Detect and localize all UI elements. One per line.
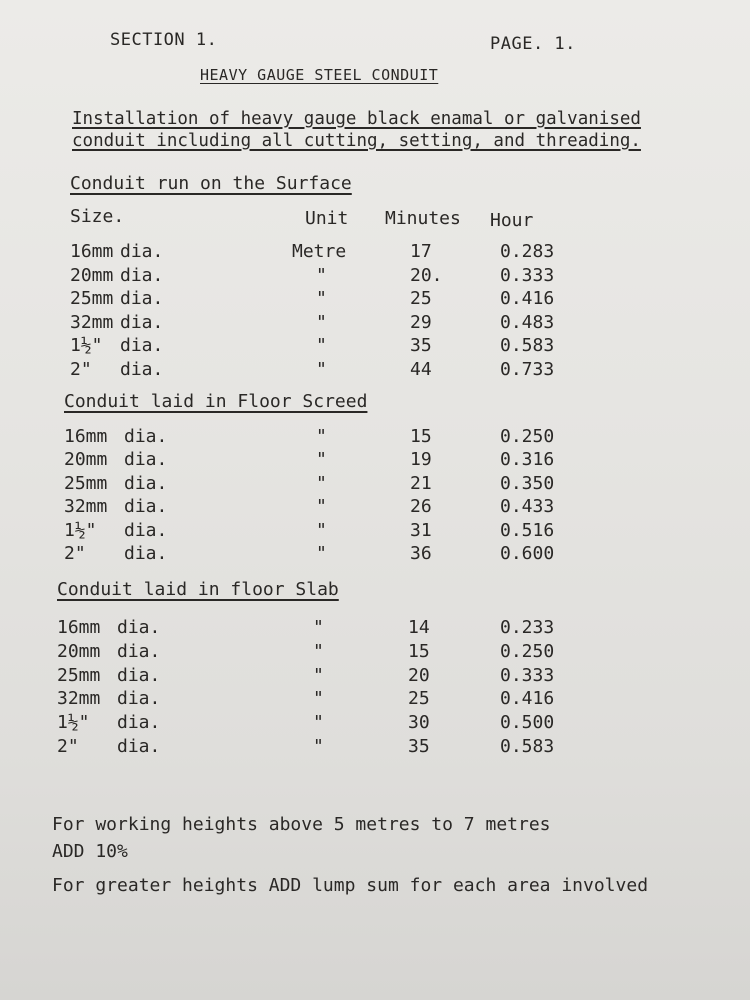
unit-cell: " <box>313 712 324 733</box>
section-heading-floor-slab: Conduit laid in floor Slab <box>57 579 339 600</box>
unit-cell: " <box>316 288 327 309</box>
unit-cell: " <box>316 520 327 541</box>
note-working-heights: For working heights above 5 metres to 7 metres <box>52 814 551 835</box>
note-add-percentage: ADD 10% <box>52 841 128 862</box>
minutes-cell: 15 <box>408 641 430 662</box>
section-number: SECTION 1. <box>110 30 218 50</box>
unit-cell: " <box>316 449 327 470</box>
minutes-cell: 25 <box>410 288 432 309</box>
size-cell: 2" <box>64 543 86 564</box>
size-cell: 20mm <box>57 641 101 662</box>
minutes-cell: 29 <box>410 312 432 333</box>
unit-cell: " <box>316 426 327 447</box>
minutes-cell: 15 <box>410 426 432 447</box>
size-cell: 20mm <box>70 265 114 286</box>
unit-cell: " <box>316 265 327 286</box>
hour-cell: 0.350 <box>500 473 555 494</box>
hour-cell: 0.416 <box>500 688 555 709</box>
size-cell: 2" <box>57 736 79 757</box>
minutes-cell: 21 <box>410 473 432 494</box>
unit-cell: " <box>316 473 327 494</box>
dia-cell: dia. <box>117 665 161 686</box>
hour-cell: 0.333 <box>500 665 555 686</box>
section-heading-floor-screed: Conduit laid in Floor Screed <box>64 391 368 412</box>
hour-cell: 0.483 <box>500 312 555 333</box>
column-header-minutes: Minutes <box>385 208 461 229</box>
dia-cell: dia. <box>120 335 164 356</box>
hour-cell: 0.500 <box>500 712 555 733</box>
minutes-cell: 35 <box>408 736 430 757</box>
unit-cell: " <box>316 496 327 517</box>
document-title: HEAVY GAUGE STEEL CONDUIT <box>200 66 439 84</box>
size-cell: 1½" <box>70 335 103 356</box>
dia-cell: dia. <box>120 288 164 309</box>
hour-cell: 0.516 <box>500 520 555 541</box>
minutes-cell: 20 <box>408 665 430 686</box>
dia-cell: dia. <box>120 359 164 380</box>
minutes-cell: 25 <box>408 688 430 709</box>
hour-cell: 0.583 <box>500 335 555 356</box>
minutes-cell: 26 <box>410 496 432 517</box>
hour-cell: 0.583 <box>500 736 555 757</box>
dia-cell: dia. <box>124 449 168 470</box>
minutes-cell: 30 <box>408 712 430 733</box>
size-cell: 2" <box>70 359 92 380</box>
intro-line-2: conduit including all cutting, setting, and threading. <box>72 131 641 151</box>
dia-cell: dia. <box>124 496 168 517</box>
size-cell: 25mm <box>64 473 108 494</box>
unit-cell: " <box>316 359 327 380</box>
size-cell: 1½" <box>64 520 97 541</box>
size-cell: 32mm <box>64 496 108 517</box>
hour-cell: 0.416 <box>500 288 555 309</box>
hour-cell: 0.600 <box>500 543 555 564</box>
dia-cell: dia. <box>117 712 161 733</box>
size-cell: 32mm <box>70 312 114 333</box>
size-cell: 25mm <box>70 288 114 309</box>
minutes-cell: 20. <box>410 265 443 286</box>
intro-paragraph <box>72 108 641 152</box>
minutes-cell: 14 <box>408 617 430 638</box>
unit-cell: " <box>313 736 324 757</box>
hour-cell: 0.733 <box>500 359 555 380</box>
hour-cell: 0.250 <box>500 426 555 447</box>
dia-cell: dia. <box>117 617 161 638</box>
hour-cell: 0.316 <box>500 449 555 470</box>
minutes-cell: 44 <box>410 359 432 380</box>
minutes-cell: 17 <box>410 241 432 262</box>
dia-cell: dia. <box>120 265 164 286</box>
size-cell: 32mm <box>57 688 101 709</box>
size-cell: 16mm <box>64 426 108 447</box>
dia-cell: dia. <box>120 241 164 262</box>
column-header-size: Size. <box>70 206 125 227</box>
dia-cell: dia. <box>124 473 168 494</box>
minutes-cell: 36 <box>410 543 432 564</box>
unit-cell: " <box>316 312 327 333</box>
minutes-cell: 19 <box>410 449 432 470</box>
column-header-hour: Hour <box>490 210 534 231</box>
unit-cell: " <box>313 641 324 662</box>
size-cell: 1½" <box>57 712 90 733</box>
page-number: PAGE. 1. <box>490 34 576 54</box>
dia-cell: dia. <box>117 736 161 757</box>
hour-cell: 0.233 <box>500 617 555 638</box>
dia-cell: dia. <box>117 641 161 662</box>
unit-cell: " <box>316 543 327 564</box>
minutes-cell: 31 <box>410 520 432 541</box>
dia-cell: dia. <box>120 312 164 333</box>
intro-line-1: Installation of heavy gauge black enamal or galvanised <box>72 109 641 129</box>
size-cell: 16mm <box>57 617 101 638</box>
dia-cell: dia. <box>124 543 168 564</box>
size-cell: 16mm <box>70 241 114 262</box>
hour-cell: 0.333 <box>500 265 555 286</box>
unit-cell: " <box>316 335 327 356</box>
section-heading-surface: Conduit run on the Surface <box>70 173 352 194</box>
hour-cell: 0.250 <box>500 641 555 662</box>
minutes-cell: 35 <box>410 335 432 356</box>
hour-cell: 0.433 <box>500 496 555 517</box>
dia-cell: dia. <box>117 688 161 709</box>
size-cell: 25mm <box>57 665 101 686</box>
column-header-unit: Unit <box>305 208 349 229</box>
hour-cell: 0.283 <box>500 241 555 262</box>
unit-cell: Metre <box>292 241 347 262</box>
note-greater-heights: For greater heights ADD lump sum for each area involved <box>52 875 649 896</box>
unit-cell: " <box>313 617 324 638</box>
dia-cell: dia. <box>124 520 168 541</box>
unit-cell: " <box>313 688 324 709</box>
dia-cell: dia. <box>124 426 168 447</box>
unit-cell: " <box>313 665 324 686</box>
size-cell: 20mm <box>64 449 108 470</box>
